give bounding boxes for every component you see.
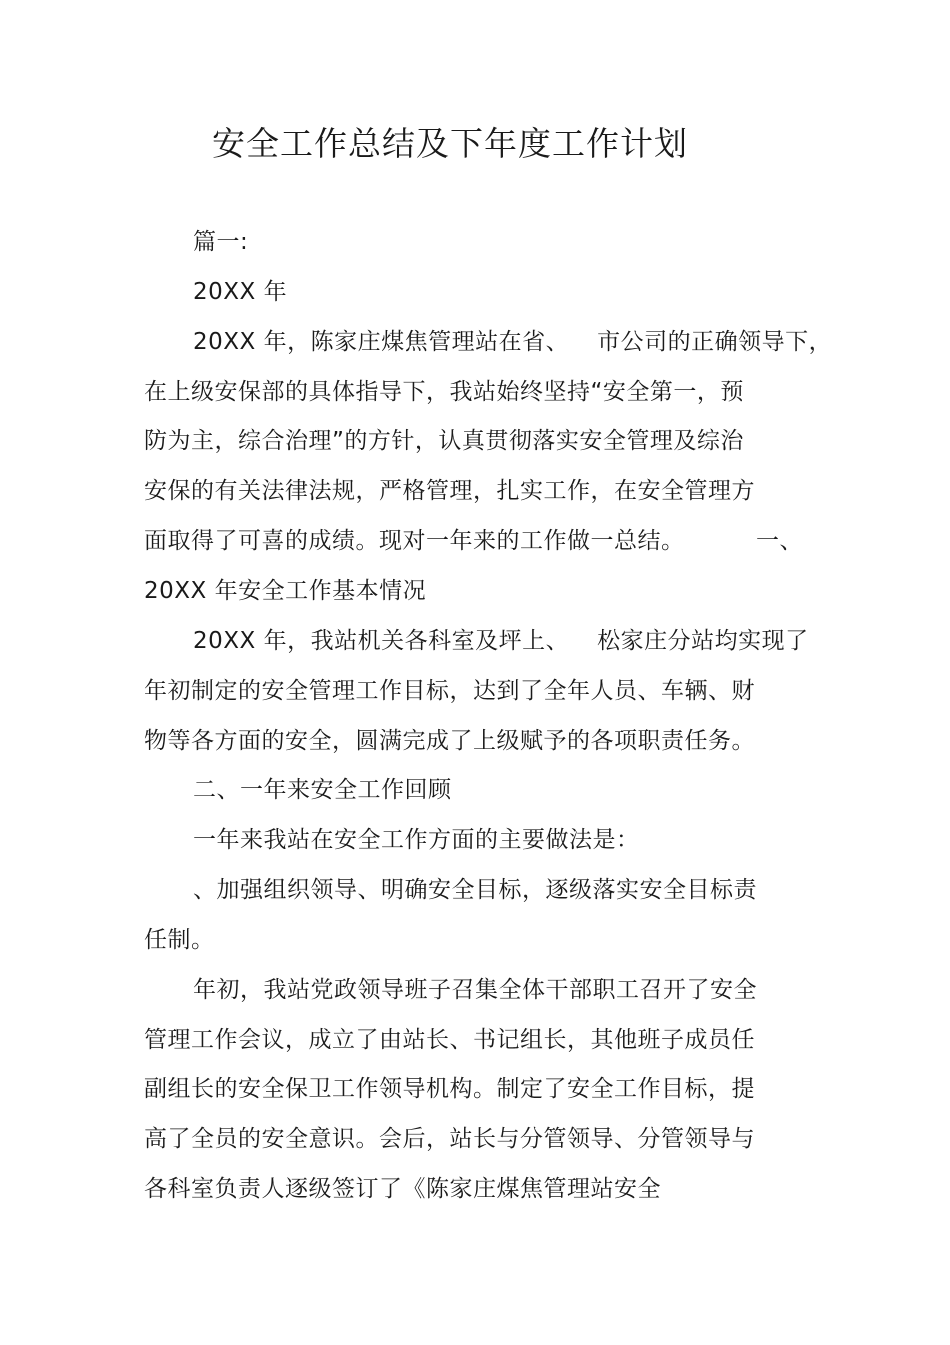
line-segment: 20XX 年，我站机关各科室及坪上、 [193, 628, 570, 654]
line-segment: 20XX 年，陈家庄煤焦管理站在省、 [193, 329, 570, 355]
paragraph-line: 年初制定的安全管理工作目标，达到了全年人员、车辆、财 [144, 678, 755, 704]
paragraph-line: 一年来我站在安全工作方面的主要做法是： [193, 827, 640, 853]
paragraph-line: 管理工作会议，成立了由站长、书记组长，其他班子成员任 [144, 1027, 755, 1053]
section-number: 一、 [756, 528, 803, 554]
paragraph-line: 年初，我站党政领导班子召集全体干部职工召开了安全 [193, 977, 757, 1003]
paragraph-line: 、加强组织领导、明确安全目标，逐级落实安全目标责 [193, 877, 757, 903]
line-segment: 市公司的正确领导下， [597, 329, 833, 355]
paragraph-line: 高了全员的安全意识。会后，站长与分管领导、分管领导与 [144, 1126, 755, 1152]
paragraph-line: 防为主，综合治理”的方针，认真贯彻落实安全管理及综治 [144, 428, 744, 454]
paragraph-line: 副组长的安全保卫工作领导机构。制定了安全工作目标，提 [144, 1076, 755, 1102]
section-heading: 二、一年来安全工作回顾 [193, 777, 452, 803]
document-title: 安全工作总结及下年度工作计划 [212, 124, 688, 163]
section-heading: 20XX 年安全工作基本情况 [144, 578, 427, 604]
paragraph-line [193, 625, 809, 657]
paragraph-line: 物等各方面的安全，圆满完成了上级赋予的各项职责任务。 [144, 728, 755, 754]
line-segment: 面取得了可喜的成绩。现对一年来的工作做一总结。 [144, 528, 685, 554]
line-segment: 松家庄分站均实现了 [597, 628, 809, 654]
paragraph-line: 20XX 年 [193, 279, 288, 305]
paragraph-line: 安保的有关法律法规，严格管理，扎实工作，在安全管理方 [144, 478, 755, 504]
paragraph-line: 各科室负责人逐级签订了《陈家庄煤焦管理站安全 [144, 1176, 661, 1202]
paragraph-line [193, 326, 832, 358]
paragraph-line: 篇一: [193, 229, 249, 255]
paragraph-line [144, 525, 844, 557]
paragraph-line: 任制。 [144, 927, 215, 953]
paragraph-line: 在上级安保部的具体指导下，我站始终坚持“安全第一，预 [144, 379, 744, 405]
